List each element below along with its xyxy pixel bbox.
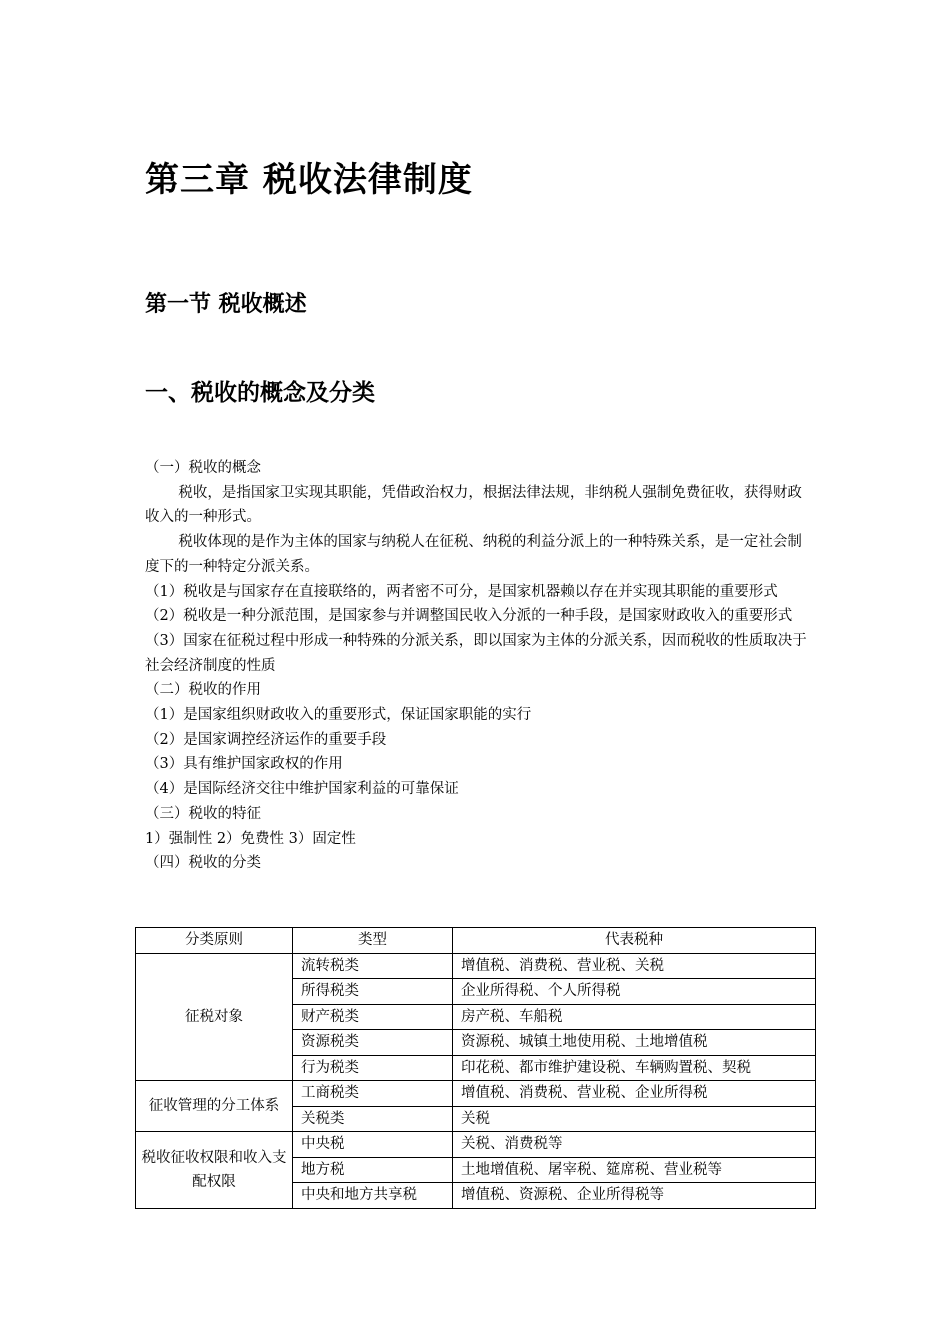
- sub-title: 一、税收的概念及分类: [145, 380, 375, 406]
- cell-type: 工商税类: [293, 1081, 453, 1107]
- chapter-title: 第三章 税收法律制度: [145, 160, 473, 200]
- paragraph: （一）税收的概念: [145, 460, 261, 476]
- cell-type: 关税类: [293, 1106, 453, 1132]
- cell-taxes: 增值税、消费税、营业税、关税: [453, 953, 816, 979]
- paragraph: 税收，是指国家卫实现其职能，凭借政治权力，根据法律法规，非纳税人强制免费征收，获得财政收入的一种形式。: [145, 484, 802, 526]
- cell-type: 所得税类: [293, 979, 453, 1005]
- paragraph: （三）税收的特征: [145, 805, 261, 822]
- paragraph: 1）强制性 2）免费性 3）固定性: [145, 830, 356, 847]
- table-row: [136, 1081, 816, 1107]
- body-text: [145, 456, 813, 876]
- cell-taxes: 企业所得税、个人所得税: [453, 979, 816, 1005]
- header-principle: 分类原则: [136, 928, 293, 954]
- table-header-row: [136, 928, 816, 954]
- header-taxes: 代表税种: [453, 928, 816, 954]
- cell-type: 中央和地方共享税: [293, 1183, 453, 1209]
- cell-taxes: 关税、消费税等: [453, 1132, 816, 1158]
- cell-taxes: 增值税、消费税、营业税、企业所得税: [453, 1081, 816, 1107]
- cell-taxes: 印花税、都市维护建设税、车辆购置税、契税: [453, 1055, 816, 1081]
- header-type: 类型: [293, 928, 453, 954]
- cell-taxes: 关税: [453, 1106, 816, 1132]
- cell-taxes: 增值税、资源税、企业所得税等: [453, 1183, 816, 1209]
- cell-type: 地方税: [293, 1157, 453, 1183]
- paragraph: （1）税收是与国家存在直接联络的，两者密不可分，是国家机器赖以存在并实现其职能的重要形式: [145, 583, 778, 600]
- cell-type: 财产税类: [293, 1004, 453, 1030]
- paragraph: （二）税收的作用: [145, 682, 261, 699]
- table-row: [136, 953, 816, 979]
- cell-type: 流转税类: [293, 953, 453, 979]
- cell-principle: 征税对象: [136, 953, 293, 1081]
- paragraph: （3）国家在征税过程中形成一种特殊的分派关系，即以国家为主体的分派关系，因而税收的性质取决于社会经济制度的性质: [145, 632, 807, 674]
- cell-type: 行为税类: [293, 1055, 453, 1081]
- table-row: [136, 1132, 816, 1158]
- cell-type: 资源税类: [293, 1030, 453, 1056]
- tax-classification-table: [135, 927, 816, 1209]
- paragraph: （1）是国家组织财政收入的重要形式，保证国家职能的实行: [145, 707, 532, 724]
- cell-taxes: 房产税、车船税: [453, 1004, 816, 1030]
- paragraph: （4）是国际经济交往中维护国家利益的可靠保证: [145, 781, 459, 798]
- cell-taxes: 土地增值税、屠宰税、筵席税、营业税等: [453, 1157, 816, 1183]
- section-title: 第一节 税收概述: [145, 292, 307, 317]
- paragraph: （四）税收的分类: [145, 855, 261, 872]
- paragraph: （3）具有维护国家政权的作用: [145, 756, 343, 773]
- cell-taxes: 资源税、城镇土地使用税、土地增值税: [453, 1030, 816, 1056]
- paragraph: （2）税收是一种分派范围，是国家参与并调整国民收入分派的一种手段，是国家财政收入的重要形式: [145, 608, 793, 625]
- cell-principle: 征收管理的分工体系: [136, 1081, 293, 1132]
- paragraph: 税收体现的是作为主体的国家与纳税人在征税、纳税的利益分派上的一种特殊关系，是一定社会制度下的一种特定分派关系。: [145, 534, 802, 575]
- cell-principle: 税收征收权限和收入支配权限: [136, 1132, 293, 1209]
- paragraph: （2）是国家调控经济运作的重要手段: [145, 731, 387, 748]
- cell-type: 中央税: [293, 1132, 453, 1158]
